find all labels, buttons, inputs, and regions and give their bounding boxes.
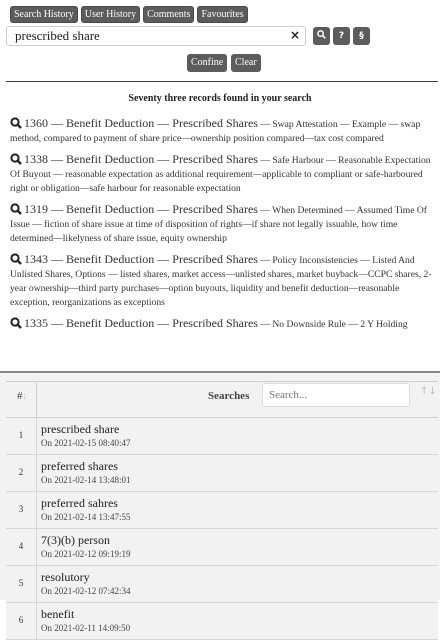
result-item[interactable]: 1319 — Benefit Deduction — Prescribed Shares — When Determined — Assumed Time Of Issue — fiction of share issue at time of disposition of rights—if share not legally issuable, how time determined—likelyness of share issue, equity ownership bbox=[10, 202, 427, 244]
result-item[interactable]: 1360 — Benefit Deduction — Prescribed Shares — Swap Attestation — Example — swap method, compared to payment of share price—ownership position compared—tax cost compared bbox=[10, 116, 421, 144]
table-row[interactable] bbox=[6, 603, 438, 640]
table-row[interactable] bbox=[6, 418, 438, 455]
column-divider bbox=[36, 603, 37, 640]
sort-icon: ↓ bbox=[22, 391, 27, 401]
search-icon bbox=[10, 203, 22, 215]
record-number: 1335 bbox=[24, 316, 48, 330]
record-number: 1319 bbox=[24, 202, 48, 216]
search-history-pane bbox=[0, 371, 440, 633]
record-heading: Benefit Deduction — Prescribed Shares bbox=[66, 202, 258, 216]
column-number-label: # bbox=[17, 390, 23, 402]
row-index: 3 bbox=[18, 504, 24, 514]
search-date: On 2021-02-12 09:19:19 bbox=[41, 549, 131, 559]
record-detail: — No Downside Rule — 2 Y Holding bbox=[260, 319, 408, 330]
search-icon bbox=[10, 153, 22, 165]
record-detail: — When Determined — Assumed Time Of Issue — fiction of share issue at time of disposition of rights—if share not legally issuable, how time determined—likelyness of share issue, equity ownership bbox=[10, 205, 427, 244]
record-heading: Benefit Deduction — Prescribed Shares bbox=[66, 252, 258, 266]
table-row[interactable] bbox=[6, 492, 438, 529]
column-divider bbox=[36, 529, 37, 566]
record-detail: — Safe Harbour — Reasonable Expectation Of Buyout — reasonable expectation as additional requirement—applicable to compliant or safe-harboured right or obligation—safe harbour for reasonable expectation bbox=[10, 155, 431, 194]
search-term-link[interactable]: resolutory bbox=[41, 570, 90, 584]
column-divider bbox=[36, 566, 37, 603]
search-term-link[interactable]: benefit bbox=[41, 607, 75, 621]
search-icon bbox=[10, 253, 22, 265]
search-icon bbox=[317, 30, 326, 39]
history-tabs bbox=[10, 6, 248, 23]
row-index: 4 bbox=[18, 541, 24, 551]
table-row[interactable] bbox=[6, 529, 438, 566]
search-date: On 2021-02-14 13:48:01 bbox=[41, 475, 131, 485]
record-number: 1338 bbox=[24, 152, 48, 166]
search-button[interactable] bbox=[313, 27, 330, 45]
search-term-link[interactable]: preferred shares bbox=[41, 459, 118, 473]
search-date: On 2021-02-11 14:09:50 bbox=[41, 623, 131, 633]
search-term-link[interactable]: prescribed share bbox=[41, 422, 120, 436]
record-detail: — Swap Attestation — Example — swap method, compared to payment of share price—ownership position compared—tax cost compared bbox=[10, 119, 421, 144]
record-detail: — Policy Inconsistencies — Listed And Unlisted Shares, Options — listed shares, market access—unlisted shares, market buyback—CCPC shares, 2-year ownership—third party purchases—option buyouts, liquidity and benefit deduction—reasonable exception, reorganizations as exceptions bbox=[10, 255, 432, 308]
search-date: On 2021-02-15 08:40:47 bbox=[41, 438, 131, 448]
divider bbox=[6, 81, 438, 82]
row-index: 6 bbox=[18, 615, 24, 625]
clear-input-icon[interactable]: × bbox=[289, 28, 300, 42]
history-table-header bbox=[6, 381, 438, 417]
search-date: On 2021-02-14 13:47:55 bbox=[41, 512, 131, 522]
history-filter-input[interactable] bbox=[262, 383, 410, 407]
sort-arrows-icon[interactable]: ↑↓ bbox=[420, 386, 437, 397]
section-button[interactable]: § bbox=[353, 27, 370, 45]
help-button[interactable]: ? bbox=[333, 27, 350, 45]
record-number: 1360 bbox=[24, 116, 48, 130]
tab-comments[interactable]: Comments bbox=[143, 6, 194, 23]
search-icon bbox=[10, 317, 22, 329]
search-term-link[interactable]: preferred sahres bbox=[41, 496, 118, 510]
column-divider bbox=[36, 455, 37, 492]
table-row[interactable] bbox=[6, 566, 438, 603]
column-divider bbox=[36, 418, 37, 455]
record-number: 1343 bbox=[24, 252, 48, 266]
tab-search-history[interactable]: Search History bbox=[10, 6, 78, 23]
search-term-link[interactable]: 7(3)(b) person bbox=[41, 533, 110, 547]
results-summary: Seventy three records found in your search bbox=[128, 93, 312, 104]
column-searches-header: Searches bbox=[208, 390, 250, 402]
header-top-border bbox=[6, 381, 438, 382]
search-box bbox=[6, 26, 306, 46]
history-rows bbox=[6, 418, 438, 640]
record-heading: Benefit Deduction — Prescribed Shares bbox=[66, 116, 258, 130]
row-index: 2 bbox=[18, 467, 24, 477]
table-row[interactable] bbox=[6, 455, 438, 492]
search-date: On 2021-02-12 07:42:34 bbox=[41, 586, 131, 596]
result-item[interactable]: 1335 — Benefit Deduction — Prescribed Shares — No Downside Rule — 2 Y Holding bbox=[10, 316, 434, 332]
column-divider bbox=[36, 492, 37, 529]
search-input[interactable] bbox=[7, 27, 277, 45]
row-index: 1 bbox=[18, 430, 24, 440]
tab-user-history[interactable]: User History bbox=[81, 6, 140, 23]
search-icon bbox=[10, 117, 22, 129]
result-item[interactable]: 1338 — Benefit Deduction — Prescribed Shares — Safe Harbour — Reasonable Expectation Of Buyout — reasonable expectation as additional requirement—applicable to compliant or safe-harboured right or obligation—safe harbour for reasonable expectation bbox=[10, 152, 431, 194]
results-list bbox=[10, 116, 434, 338]
clear-button[interactable]: Clear bbox=[231, 54, 261, 72]
row-index: 5 bbox=[18, 578, 24, 588]
result-item[interactable]: 1343 — Benefit Deduction — Prescribed Shares — Policy Inconsistencies — Listed And Unlisted Shares, Options — listed shares, market access—unlisted shares, market buyback—CCPC shares, 2-year ownership—third party purchases—option buyouts, liquidity and benefit deduction—reasonable exception, reorganizations as exceptions bbox=[10, 252, 432, 308]
confine-button[interactable]: Confine bbox=[187, 54, 227, 72]
tab-favourites[interactable]: Favourites bbox=[197, 6, 247, 23]
record-heading: Benefit Deduction — Prescribed Shares bbox=[66, 152, 258, 166]
record-heading: Benefit Deduction — Prescribed Shares bbox=[66, 316, 258, 330]
column-number-header[interactable] bbox=[17, 390, 27, 402]
header-column-divider bbox=[36, 381, 37, 417]
